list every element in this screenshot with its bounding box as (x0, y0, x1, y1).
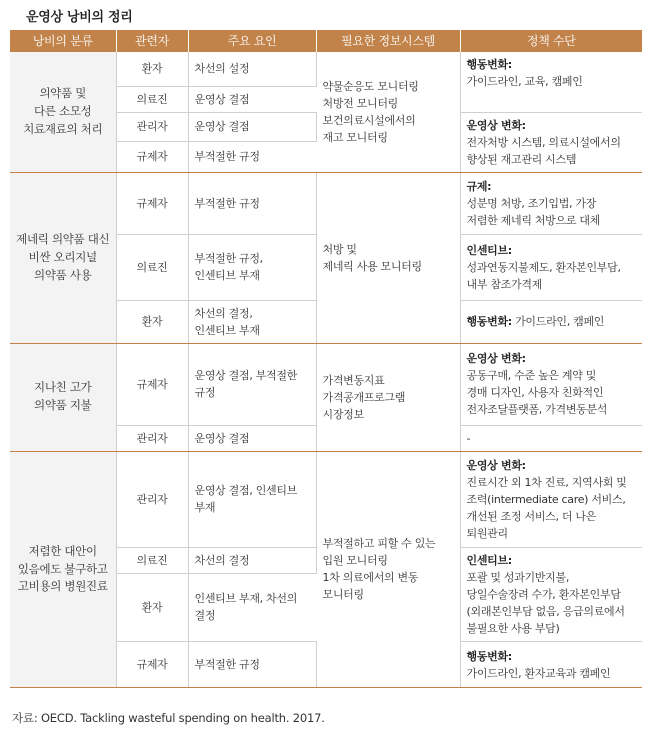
actor-cell: 규제자 (116, 343, 188, 425)
factor-cell: 부적절한 규정 (188, 642, 316, 688)
actor-cell: 의료진 (116, 234, 188, 300)
factor-cell: 운영상 결점, 부적절한 규정 (188, 343, 316, 425)
factor-cell: 운영상 결점 (188, 86, 316, 112)
policy-text: 진료시간 외 1차 진료, 지역사회 및 조력(intermediate care) 서비스, 개선된 조정 서비스, 더 나은 퇴원관리 (466, 475, 627, 540)
info-system-cell: 처방 및 제네릭 사용 모니터링 (316, 172, 460, 343)
policy-cell (460, 451, 642, 547)
table-row (10, 451, 642, 547)
policy-label: 행동변화: (466, 58, 512, 71)
actor-cell: 관리자 (116, 451, 188, 547)
actor-cell: 의료진 (116, 86, 188, 112)
policy-label: 행동변화: (466, 649, 512, 663)
factor-cell: 부적절한 규정 (188, 141, 316, 172)
policy-text: 가이드라인, 환자교육과 캠페인 (466, 666, 611, 680)
policy-label: 인센티브: (466, 553, 512, 567)
info-system-cell: 가격변동지표 가격공개프로그램 시장정보 (316, 343, 460, 451)
policy-text: 가이드라인, 교육, 캠페인 (466, 75, 583, 89)
table-title: 운영상 낭비의 정리 (26, 10, 133, 25)
policy-label: 운영상 변화: (466, 458, 526, 472)
policy-label: 행동변화: (466, 315, 512, 329)
policy-text: 성과연동지불제도, 환자본인부담, 내부 참조가격제 (466, 260, 621, 291)
actor-cell: 환자 (116, 52, 188, 86)
header-category: 낭비의 분류 (10, 30, 116, 52)
policy-label: 운영상 변화: (466, 352, 526, 366)
table-row (10, 172, 642, 234)
header-factor: 주요 요인 (188, 30, 316, 52)
policy-cell (460, 52, 642, 112)
category-cell: 저렴한 대안이 있음에도 불구하고 고비용의 병원진료 (10, 451, 116, 687)
factor-cell: 부적절한 규정, 인센티브 부재 (188, 234, 316, 300)
policy-cell (460, 343, 642, 425)
policy-label: 인센티브: (466, 243, 512, 257)
actor-cell: 규제자 (116, 172, 188, 234)
header-policy: 정책 수단 (460, 30, 642, 52)
header-row (10, 30, 642, 52)
policy-text: - (466, 431, 471, 445)
actor-cell: 규제자 (116, 141, 188, 172)
policy-cell (460, 642, 642, 688)
category-cell: 제네릭 의약품 대신 비싼 오리지널 의약품 사용 (10, 172, 116, 343)
factor-cell: 차선의 결정, 인센티브 부재 (188, 300, 316, 343)
source-note: 자료: OECD. Tackling wasteful spending on health. 2017. (12, 711, 325, 725)
actor-cell: 의료진 (116, 547, 188, 573)
actor-cell: 관리자 (116, 112, 188, 141)
policy-cell (460, 547, 642, 641)
actor-cell: 환자 (116, 573, 188, 641)
category-cell: 지나친 고가 의약품 지불 (10, 343, 116, 451)
waste-summary-table (10, 30, 642, 688)
info-system-cell: 약물순응도 모니터링 처방전 모니터링 보건의료시설에서의 재고 모니터링 (316, 52, 460, 172)
policy-text: 전자처방 시스템, 의료시설에서의 향상된 재고관리 시스템 (466, 135, 621, 166)
policy-text: 성분명 처방, 조기입법, 가장 저렴한 제네릭 처방으로 대체 (466, 196, 601, 227)
table-row (10, 52, 642, 86)
policy-cell (460, 425, 642, 451)
header-actor: 관련자 (116, 30, 188, 52)
header-info-system: 필요한 정보시스템 (316, 30, 460, 52)
actor-cell: 규제자 (116, 642, 188, 688)
actor-cell: 환자 (116, 300, 188, 343)
policy-text: 공동구매, 수준 높은 계약 및 경매 디자인, 사용자 친화적인 전자조달플랫폼, 가격변동분석 (466, 369, 608, 417)
policy-label: 운영상 변화: (466, 118, 526, 132)
table-row (10, 343, 642, 425)
policy-label: 규제: (466, 179, 492, 193)
category-cell: 의약품 및 다른 소모성 치료재료의 처리 (10, 52, 116, 172)
policy-text: 포괄 및 성과기반지불, 당일수술장려 수가, 환자본인부담 (외래본인부담 없음, 응급의료에서 불필요한 사용 부담) (466, 570, 625, 636)
policy-cell (460, 112, 642, 172)
policy-cell (460, 172, 642, 234)
policy-cell (460, 234, 642, 300)
factor-cell: 운영상 결점, 인센티브 부재 (188, 451, 316, 547)
factor-cell: 부적절한 규정 (188, 172, 316, 234)
factor-cell: 운영상 결점 (188, 112, 316, 141)
policy-text: 가이드라인, 캠페인 (515, 315, 605, 329)
factor-cell: 차선의 설정 (188, 52, 316, 86)
policy-cell (460, 300, 642, 343)
factor-cell: 차선의 결정 (188, 547, 316, 573)
factor-cell: 인센티브 부재, 차선의 결정 (188, 573, 316, 641)
info-system-cell: 부적절하고 피할 수 있는 입원 모니터링 1차 의료에서의 변동 모니터링 (316, 451, 460, 687)
factor-cell: 운영상 결점 (188, 425, 316, 451)
actor-cell: 관리자 (116, 425, 188, 451)
